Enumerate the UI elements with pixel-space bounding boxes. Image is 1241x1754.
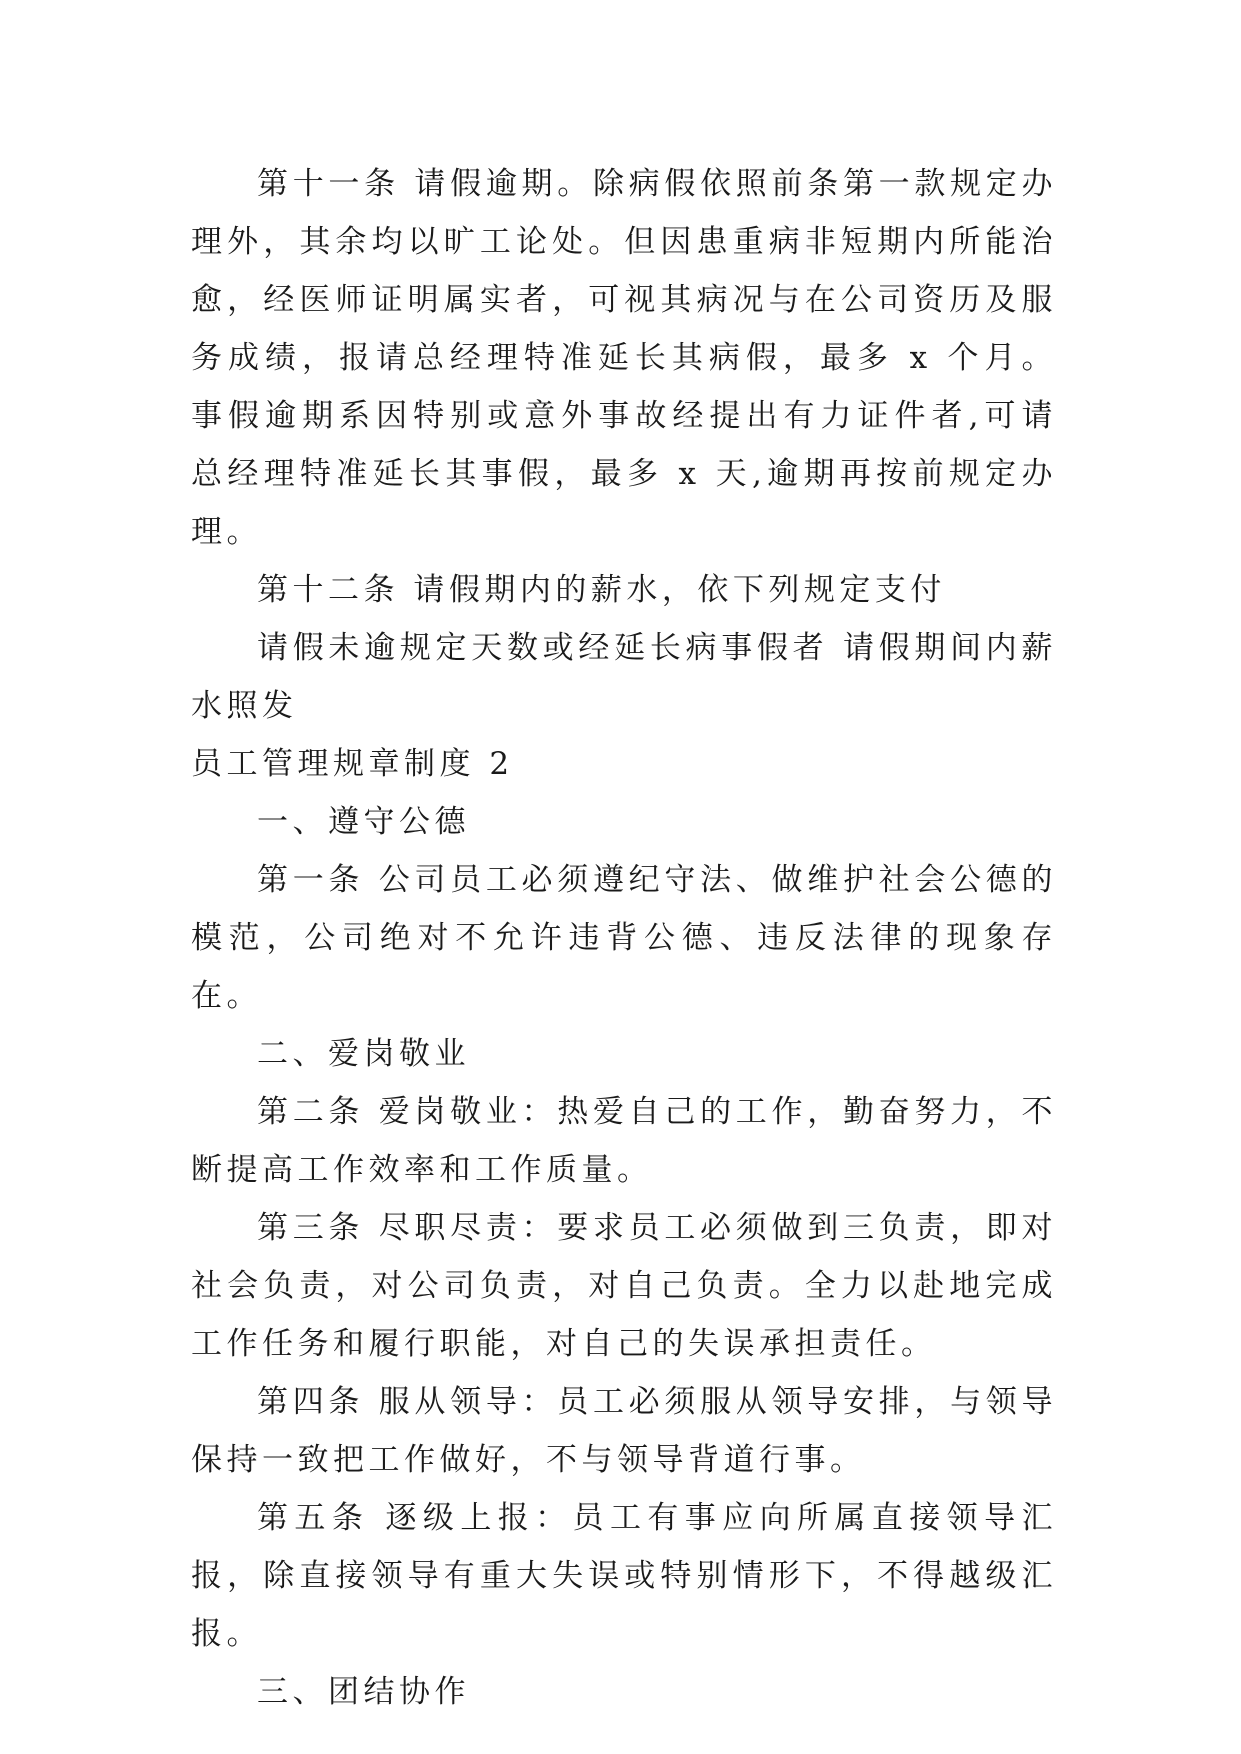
chapter-2-heading: 二、爱岗敬业: [257, 1036, 470, 1072]
chapter-3-heading: 三、团结协作: [257, 1674, 470, 1710]
article-1-paragraph: 第一条 公司员工必须遵纪守法、做维护社会公德的模范，公司绝对不允许违背公德、违反法律的现象存在。: [191, 862, 1057, 1014]
article-5-paragraph: 第五条 逐级上报：员工有事应向所属直接领导汇报，除直接领导有重大失误或特别情形下，不得越级汇报。: [191, 1500, 1057, 1652]
section-title: 员工管理规章制度 2: [191, 746, 514, 782]
article-11-paragraph: 第十一条 请假逾期。除病假依照前条第一款规定办理外，其余均以旷工论处。但因患重病非短期内所能治愈，经医师证明属实者，可视其病况与在公司资历及服务成绩，报请总经理特准延长其病假，最多 x 个月。事假逾期系因特别或意外事故经提出有力证件者,可请总经理特准延长其事假，最多 x 天,逾期再按前规定办理。: [191, 166, 1057, 550]
article-12-paragraph: 第十二条 请假期内的薪水，依下列规定支付: [257, 572, 946, 608]
chapter-1-heading: 一、遵守公德: [257, 804, 470, 840]
document-page: [191, 155, 1057, 1721]
article-4-paragraph: 第四条 服从领导：员工必须服从领导安排，与领导保持一致把工作做好，不与领导背道行事。: [191, 1384, 1057, 1478]
salary-rule-paragraph: 请假未逾规定天数或经延长病事假者 请假期间内薪水照发: [191, 630, 1057, 724]
article-3-paragraph: 第三条 尽职尽责：要求员工必须做到三负责，即对社会负责，对公司负责，对自己负责。全力以赴地完成工作任务和履行职能，对自己的失误承担责任。: [191, 1210, 1057, 1362]
article-2-paragraph: 第二条 爱岗敬业：热爱自己的工作，勤奋努力，不断提高工作效率和工作质量。: [191, 1094, 1057, 1188]
